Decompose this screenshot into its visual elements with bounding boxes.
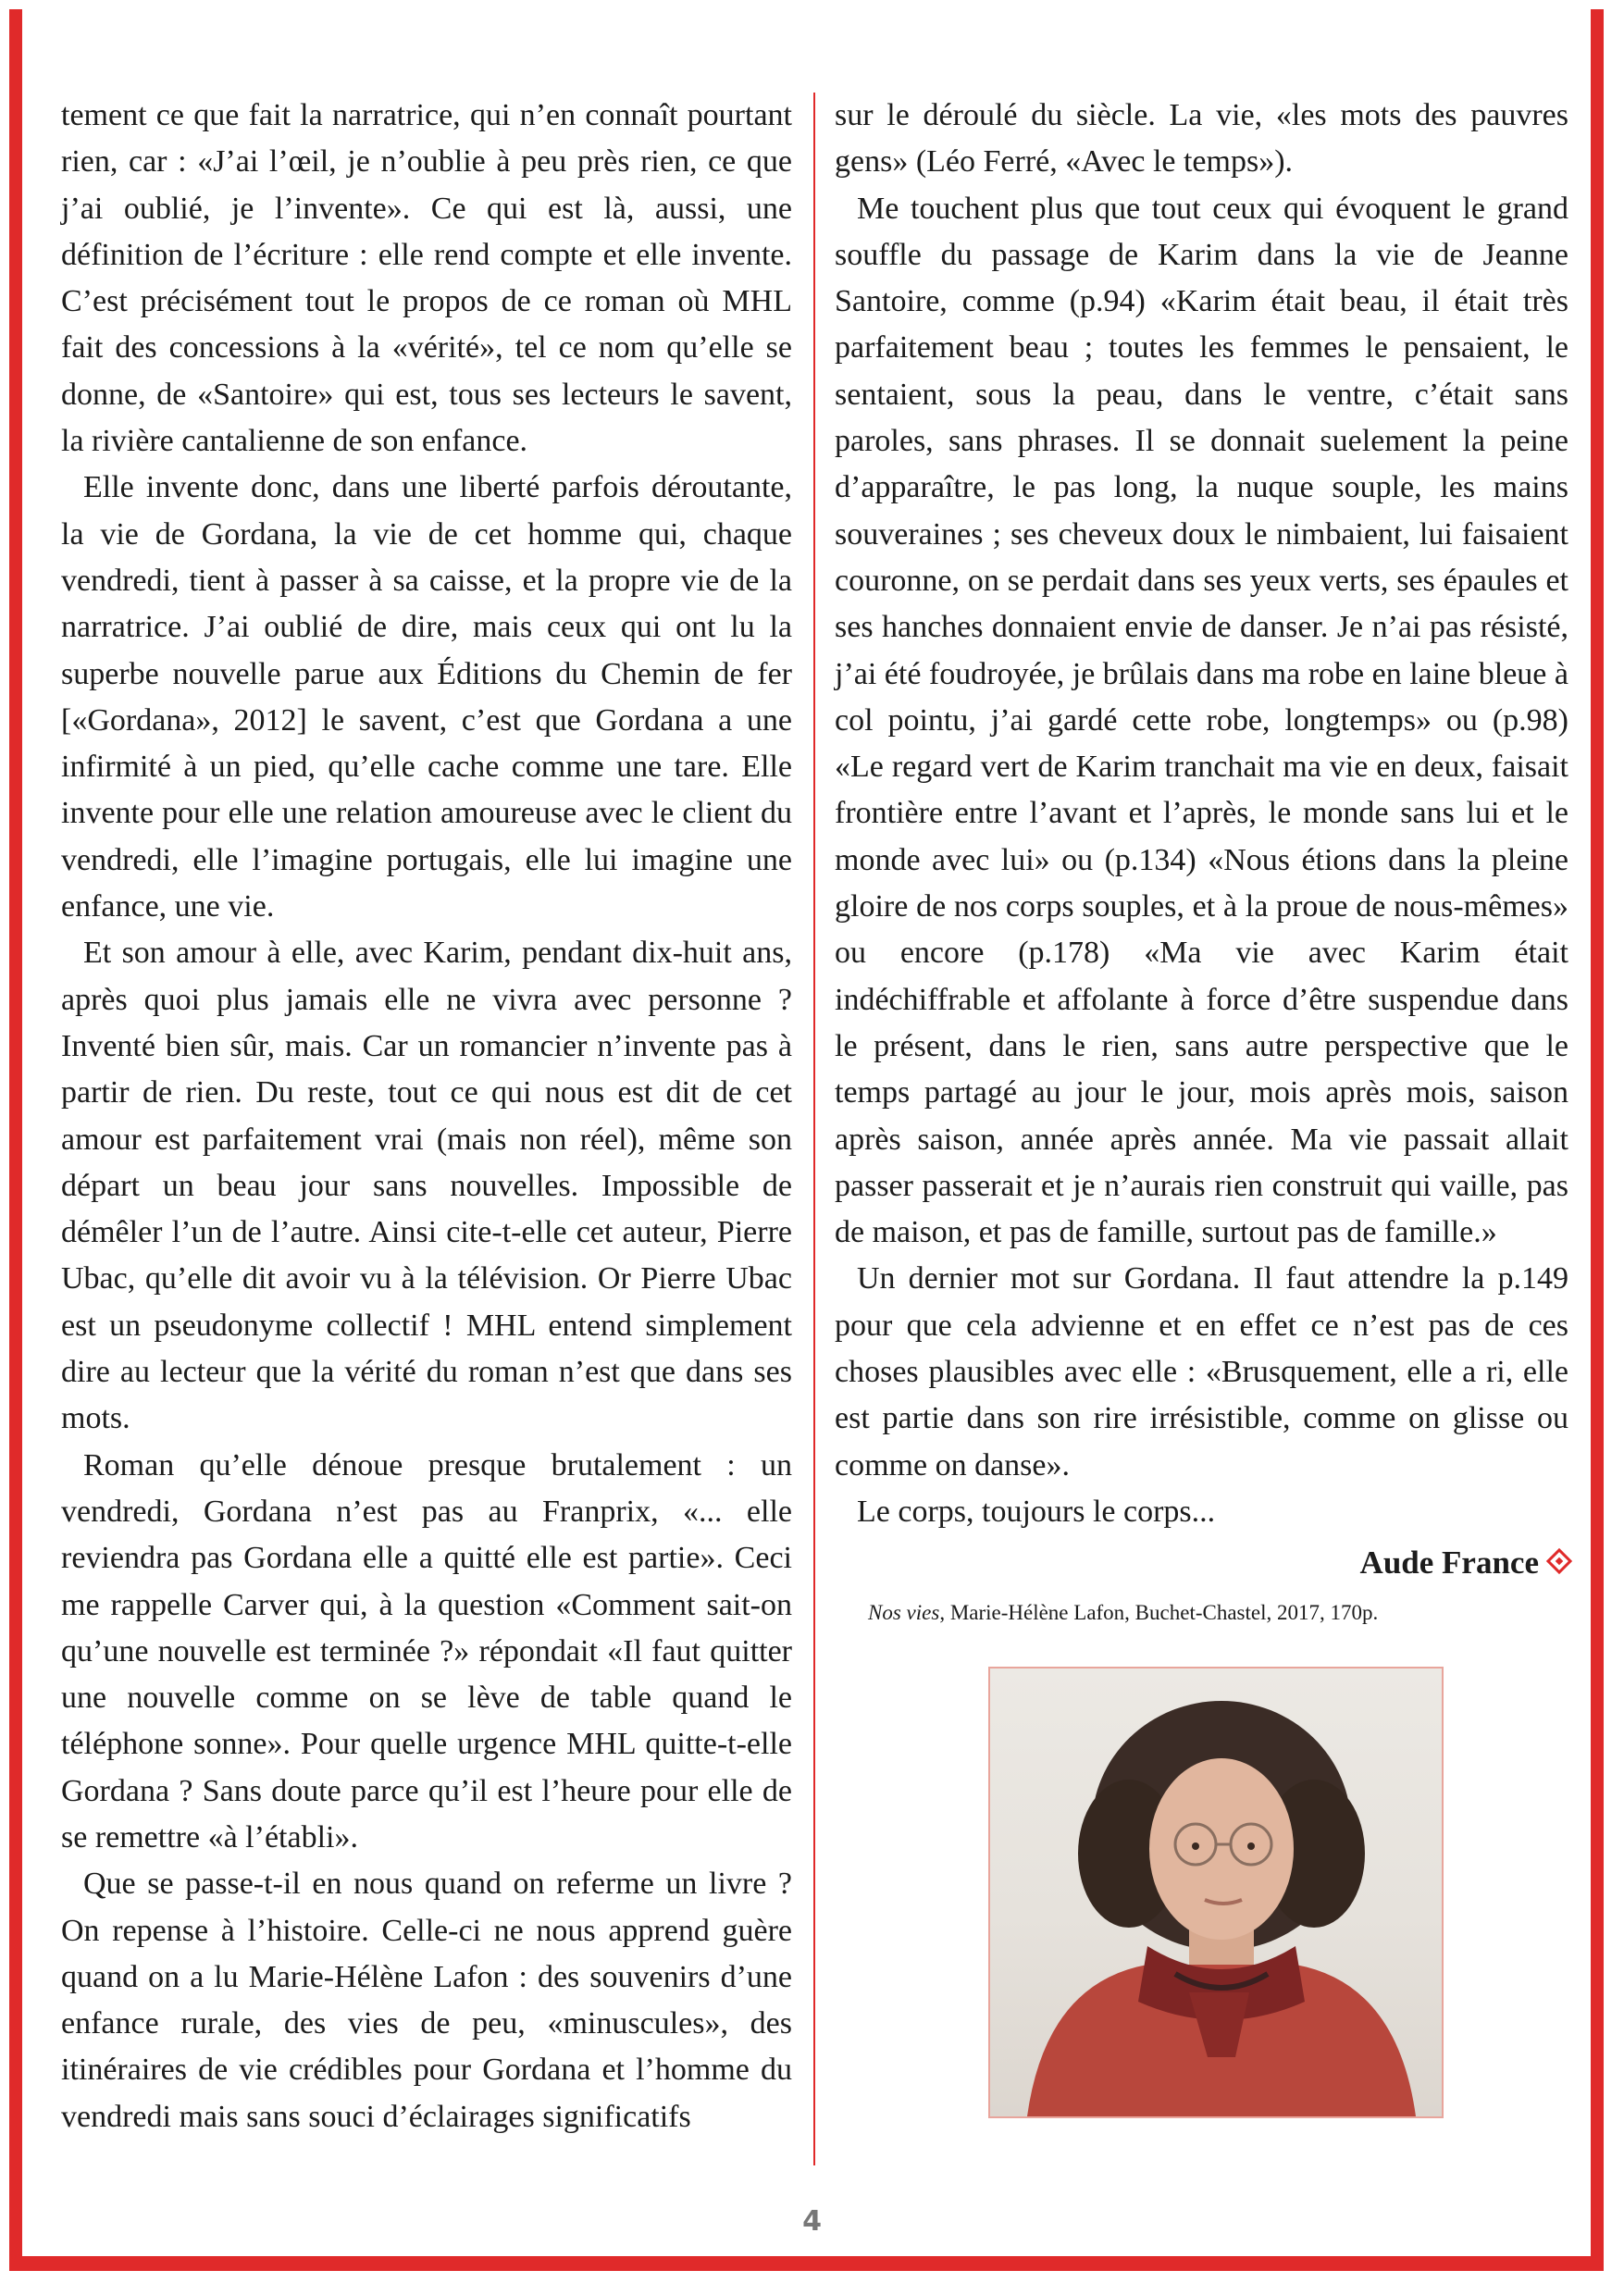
article-paragraph: Le corps, toujours le corps... bbox=[857, 1494, 1216, 1529]
page-number: 4 bbox=[802, 2205, 822, 2238]
book-reference bbox=[868, 1598, 1568, 1628]
left-column bbox=[61, 93, 792, 2140]
article-paragraph: tement ce que fait la narratrice, qui n’en connaît pourtant rien, car : «J’ai l’œil, je n’oublie à peu près rien, ce que j’ai oublié, je l’invente». Ce qui est là, aussi, une définition de l’écriture : elle rend compte et elle invente. C’est précisément tout le propos de ce roman où MHL fait des concessions à la «vérité», tel ce nom qu’elle se donne, de «Santoire» qui est, tous ses lecteurs le savent, la rivière cantalienne de son enfance. bbox=[61, 98, 792, 459]
article-paragraph: sur le déroulé du siècle. La vie, «les mots des pauvres gens» (Léo Ferré, «Avec le temps»). bbox=[835, 98, 1568, 180]
author-name: Aude France bbox=[1359, 1544, 1539, 1582]
article-paragraph: Elle invente donc, dans une liberté parfois déroutante, la vie de Gordana, la vie de cet homme qui, chaque vendredi, tient à passer à sa caisse, et la propre vie de la narratrice. J’ai oublié de dire, mais ceux qui ont lu la superbe nouvelle parue aux Éditions du Chemin de fer [«Gordana», 2012] le savent, c’est que Gordana a une infirmité à un pied, qu’elle cache comme une tare. Elle invente pour elle une relation amoureuse avec le client du vendredi, elle l’imagine portugais, elle lui imagine une enfance, une vie. bbox=[61, 470, 792, 924]
article-paragraph: Un dernier mot sur Gordana. Il faut attendre la p.149 pour que cela advienne et en effet ce n’est pas de ces choses plausibles avec elle : «Brusquement, elle a ri, elle est partie dans son rire irrésistible, comme on glisse ou comme on danse». bbox=[835, 1261, 1568, 1482]
article-paragraph: Me touchent plus que tout ceux qui évoquent le grand souffle du passage de Karim dans la vie de Jeanne Santoire, comme (p.94) «Karim était beau, il était très parfaitement beau ; toutes les femmes le pensaient, le sentaient, sous la peau, dans le ventre, c’était sans paroles, sans phrases. Il se donnait suelement la peine d’apparaître, le pas long, la nuque souple, les mains souveraines ; ses cheveux doux le nimbaient, lui faisaient couronne, on se perdait dans ses yeux verts, ses épaules et ses hanches donnaient envie de danser. Je n’ai pas résisté, j’ai été foudroyée, je brûlais dans ma robe en laine bleue à col pointu, j’ai gardé cette robe, longtemps» ou (p.98) «Le regard vert de Karim tranchait ma vie en deux, faisait frontière entre l’avant et l’après, le monde sans lui et le monde avec lui» ou (p.134) «Nous étions dans la pleine gloire de nos corps souples, et à la proue de nous-mêmes» ou encore (p.178) «Ma vie avec Karim était indéchiffrable et affolante à force d’être suspendue dans le présent, dans le rien, sans autre perspective que le temps partagé au jour le jour, mois après mois, saison après saison, année après année. Ma vie passait allait passer passerait et je n’aurais rien construit qui vaille, pas de maison, et pas de famille, surtout pas de famille.» bbox=[835, 191, 1568, 1250]
column-divider bbox=[813, 93, 815, 2165]
diamond-ornament-icon bbox=[1546, 1548, 1572, 1574]
book-details: , Marie-Hélène Lafon, Buchet-Chastel, 2017, 170p. bbox=[939, 1601, 1379, 1625]
article-paragraph: Et son amour à elle, avec Karim, pendant dix-huit ans, après quoi plus jamais elle ne vivra avec personne ? Inventé bien sûr, mais. Car un romancier n’invente pas à partir de rien. Du reste, tout ce qui nous est dit de cet amour est parfaitement vrai (mais non réel), même son départ un beau jour sans nouvelles. Impossible de démêler l’un de l’autre. Ainsi cite-t-elle cet auteur, Pierre Ubac, qu’elle dit avoir vu à la télévision. Or Pierre Ubac est un pseudonyme collectif ! MHL entend simplement dire au lecteur que la vérité du roman n’est que dans ses mots. bbox=[61, 936, 792, 1436]
book-title: Nos vies bbox=[868, 1601, 940, 1625]
article-paragraph: Roman qu’elle dénoue presque brutalement : un vendredi, Gordana n’est pas au Franprix, «... elle reviendra pas Gordana elle a quitté elle est partie». Ceci me rappelle Carver qui, à la question «Comment sait-on qu’une nouvelle est terminée ?» répondait «Il faut quitter une nouvelle comme on se lève de table quand le téléphone sonne». Pour quelle urgence MHL quitte-t-elle Gordana ? Sans doute parce qu’il est l’heure pour elle de se remettre «à l’établi». bbox=[61, 1447, 792, 1855]
author-signature bbox=[835, 1541, 1568, 1585]
right-column bbox=[835, 93, 1568, 1628]
article-paragraph: Que se passe-t-il en nous quand on referme un livre ? On repense à l’histoire. Celle-ci ne nous apprend guère quand on a lu Marie-Hélène Lafon : des souvenirs d’une enfance rurale, des vies de peu, «minuscules», des itinéraires de vie crédibles pour Gordana et l’homme du vendredi mais sans souci d’éclairages significatifs bbox=[61, 1867, 792, 2134]
portrait-illustration bbox=[990, 1669, 1442, 2116]
author-portrait-photo bbox=[988, 1667, 1444, 2118]
